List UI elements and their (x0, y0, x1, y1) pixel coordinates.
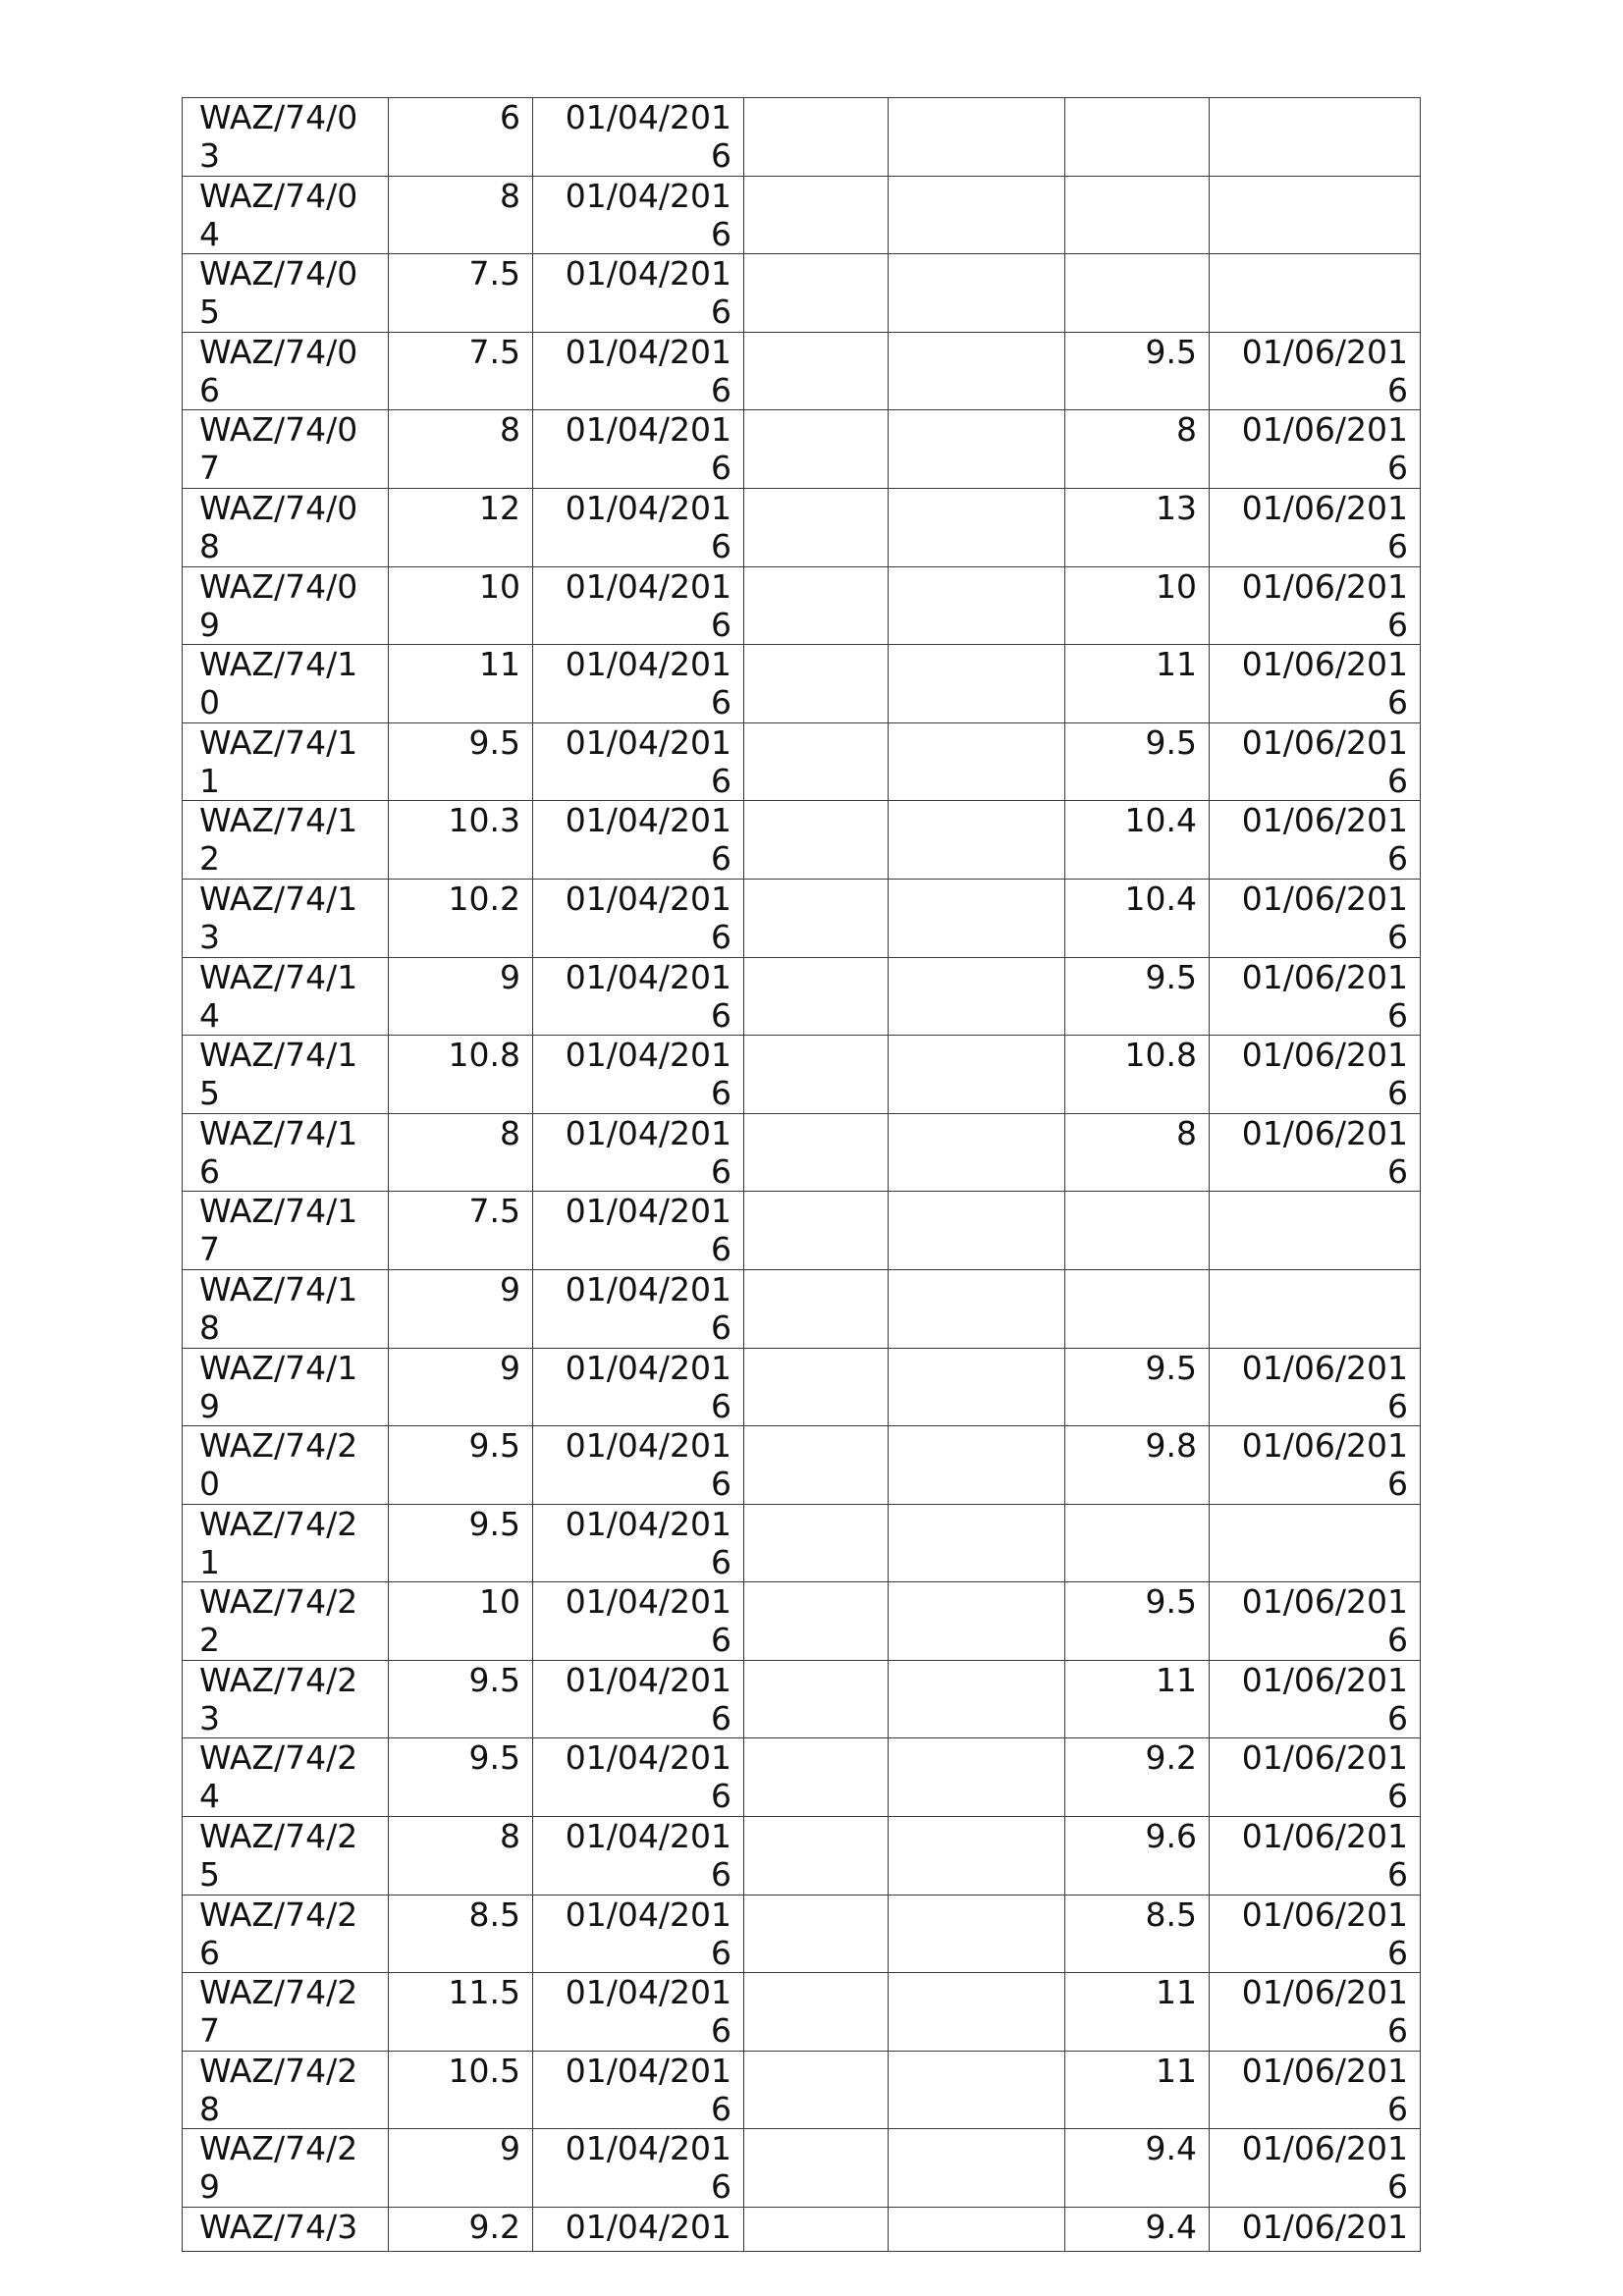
sample-id-cell: WAZ/74/08 (183, 488, 389, 566)
blank-cell-b (889, 332, 1065, 410)
table-row (183, 1269, 1421, 1348)
sample-id-cell: WAZ/74/07 (183, 410, 389, 489)
date-2-cell: 01/06/2016 (1210, 1582, 1421, 1661)
sample-id-cell: WAZ/74/11 (183, 722, 389, 801)
reading-2-cell (1065, 1269, 1210, 1348)
blank-cell-a (744, 2129, 889, 2208)
date-2-cell: 01/06/2016 (1210, 1426, 1421, 1505)
date-1-cell: 01/04/2016 (533, 2129, 744, 2208)
date-2-cell: 01/06/2016 (1210, 1348, 1421, 1426)
date-1-cell: 01/04/2016 (533, 1895, 744, 1973)
blank-cell-a (744, 1895, 889, 1973)
blank-cell-b (889, 1582, 1065, 1661)
date-2-cell: 01/06/2016 (1210, 332, 1421, 410)
table-row (183, 1738, 1421, 1817)
blank-cell-b (889, 1036, 1065, 1114)
date-2-cell (1210, 1192, 1421, 1270)
date-1-cell: 01/04/2016 (533, 1504, 744, 1582)
sample-id-cell: WAZ/74/22 (183, 1582, 389, 1661)
table-row (183, 1504, 1421, 1582)
date-2-cell: 01/06/2016 (1210, 1738, 1421, 1817)
blank-cell-b (889, 488, 1065, 566)
reading-1-cell: 9 (389, 1269, 533, 1348)
sample-id-cell: WAZ/74/28 (183, 2051, 389, 2129)
blank-cell-a (744, 957, 889, 1036)
reading-2-cell: 9.4 (1065, 2129, 1210, 2208)
date-1-cell: 01/04/2016 (533, 488, 744, 566)
blank-cell-a (744, 1426, 889, 1505)
blank-cell-a (744, 1269, 889, 1348)
reading-2-cell: 9.2 (1065, 1738, 1210, 1817)
reading-1-cell: 10.2 (389, 879, 533, 957)
blank-cell-a (744, 98, 889, 177)
blank-cell-a (744, 1113, 889, 1192)
reading-2-cell: 11 (1065, 645, 1210, 723)
date-2-cell: 01/06/201 (1210, 2208, 1421, 2252)
reading-2-cell: 11 (1065, 2051, 1210, 2129)
date-1-cell: 01/04/2016 (533, 98, 744, 177)
sample-id-cell: WAZ/74/29 (183, 2129, 389, 2208)
date-2-cell (1210, 1504, 1421, 1582)
reading-2-cell: 11 (1065, 1660, 1210, 1738)
date-2-cell: 01/06/2016 (1210, 2051, 1421, 2129)
sample-id-cell: WAZ/74/19 (183, 1348, 389, 1426)
date-1-cell: 01/04/2016 (533, 645, 744, 723)
sample-id-cell: WAZ/74/18 (183, 1269, 389, 1348)
blank-cell-a (744, 1192, 889, 1270)
blank-cell-a (744, 254, 889, 333)
table-row (183, 1582, 1421, 1661)
blank-cell-a (744, 1036, 889, 1114)
reading-1-cell: 9.2 (389, 2208, 533, 2252)
table-row (183, 566, 1421, 645)
reading-2-cell (1065, 1192, 1210, 1270)
blank-cell-a (744, 645, 889, 723)
table-row (183, 2129, 1421, 2208)
date-2-cell (1210, 1269, 1421, 1348)
blank-cell-a (744, 1582, 889, 1661)
blank-cell-b (889, 1973, 1065, 2052)
table-row (183, 1113, 1421, 1192)
reading-1-cell: 10 (389, 1582, 533, 1661)
sample-id-cell: WAZ/74/05 (183, 254, 389, 333)
blank-cell-a (744, 1738, 889, 1817)
reading-2-cell: 9.4 (1065, 2208, 1210, 2252)
sample-id-cell: WAZ/74/06 (183, 332, 389, 410)
blank-cell-a (744, 801, 889, 880)
table-row (183, 254, 1421, 333)
date-2-cell: 01/06/2016 (1210, 879, 1421, 957)
date-1-cell: 01/04/2016 (533, 410, 744, 489)
date-2-cell: 01/06/2016 (1210, 722, 1421, 801)
blank-cell-b (889, 254, 1065, 333)
blank-cell-a (744, 2208, 889, 2252)
blank-cell-b (889, 879, 1065, 957)
table-row (183, 1895, 1421, 1973)
reading-2-cell: 9.5 (1065, 957, 1210, 1036)
data-table (182, 97, 1421, 2252)
date-2-cell: 01/06/2016 (1210, 801, 1421, 880)
sample-id-cell: WAZ/74/26 (183, 1895, 389, 1973)
sample-id-cell: WAZ/74/12 (183, 801, 389, 880)
reading-1-cell: 9.5 (389, 1660, 533, 1738)
table-row (183, 645, 1421, 723)
reading-2-cell: 9.5 (1065, 332, 1210, 410)
blank-cell-a (744, 1660, 889, 1738)
blank-cell-b (889, 1192, 1065, 1270)
table-row (183, 1036, 1421, 1114)
date-1-cell: 01/04/2016 (533, 1192, 744, 1270)
date-1-cell: 01/04/2016 (533, 2051, 744, 2129)
date-1-cell: 01/04/2016 (533, 879, 744, 957)
date-1-cell: 01/04/2016 (533, 1973, 744, 2052)
sample-id-cell: WAZ/74/24 (183, 1738, 389, 1817)
sample-id-cell: WAZ/74/09 (183, 566, 389, 645)
blank-cell-b (889, 1817, 1065, 1896)
date-1-cell: 01/04/2016 (533, 1660, 744, 1738)
blank-cell-b (889, 1738, 1065, 1817)
reading-1-cell: 12 (389, 488, 533, 566)
table-row (183, 1817, 1421, 1896)
blank-cell-b (889, 1660, 1065, 1738)
table-row (183, 2051, 1421, 2129)
sample-id-cell: WAZ/74/04 (183, 176, 389, 254)
table-row (183, 1426, 1421, 1505)
reading-2-cell: 10.8 (1065, 1036, 1210, 1114)
table-row (183, 1192, 1421, 1270)
date-2-cell: 01/06/2016 (1210, 566, 1421, 645)
reading-2-cell: 10.4 (1065, 879, 1210, 957)
blank-cell-b (889, 1113, 1065, 1192)
blank-cell-b (889, 1504, 1065, 1582)
reading-2-cell (1065, 254, 1210, 333)
date-2-cell: 01/06/2016 (1210, 410, 1421, 489)
blank-cell-b (889, 722, 1065, 801)
date-1-cell: 01/04/201 (533, 2208, 744, 2252)
reading-1-cell: 8 (389, 1113, 533, 1192)
reading-1-cell: 7.5 (389, 332, 533, 410)
date-1-cell: 01/04/2016 (533, 1036, 744, 1114)
date-1-cell: 01/04/2016 (533, 1817, 744, 1896)
reading-1-cell: 8.5 (389, 1895, 533, 1973)
table-row (183, 332, 1421, 410)
reading-1-cell: 7.5 (389, 254, 533, 333)
sample-id-cell: WAZ/74/15 (183, 1036, 389, 1114)
blank-cell-b (889, 801, 1065, 880)
reading-2-cell: 8 (1065, 1113, 1210, 1192)
date-1-cell: 01/04/2016 (533, 176, 744, 254)
blank-cell-b (889, 1269, 1065, 1348)
reading-2-cell: 9.5 (1065, 1582, 1210, 1661)
data-table-body (183, 98, 1421, 2252)
sample-id-cell: WAZ/74/13 (183, 879, 389, 957)
blank-cell-a (744, 488, 889, 566)
sample-id-cell: WAZ/74/21 (183, 1504, 389, 1582)
sample-id-cell: WAZ/74/27 (183, 1973, 389, 2052)
reading-1-cell: 8 (389, 1817, 533, 1896)
blank-cell-b (889, 2051, 1065, 2129)
reading-2-cell: 11 (1065, 1973, 1210, 2052)
date-1-cell: 01/04/2016 (533, 1113, 744, 1192)
blank-cell-b (889, 1426, 1065, 1505)
reading-2-cell: 10 (1065, 566, 1210, 645)
date-1-cell: 01/04/2016 (533, 1348, 744, 1426)
blank-cell-b (889, 176, 1065, 254)
date-1-cell: 01/04/2016 (533, 1738, 744, 1817)
reading-1-cell: 10 (389, 566, 533, 645)
reading-1-cell: 6 (389, 98, 533, 177)
blank-cell-b (889, 98, 1065, 177)
reading-1-cell: 10.5 (389, 2051, 533, 2129)
date-1-cell: 01/04/2016 (533, 254, 744, 333)
table-row (183, 98, 1421, 177)
sample-id-cell: WAZ/74/17 (183, 1192, 389, 1270)
blank-cell-a (744, 722, 889, 801)
reading-2-cell: 8.5 (1065, 1895, 1210, 1973)
sample-id-cell: WAZ/74/03 (183, 98, 389, 177)
reading-1-cell: 9 (389, 1348, 533, 1426)
blank-cell-a (744, 1817, 889, 1896)
reading-1-cell: 8 (389, 410, 533, 489)
sample-id-cell: WAZ/74/20 (183, 1426, 389, 1505)
blank-cell-a (744, 2051, 889, 2129)
blank-cell-a (744, 1348, 889, 1426)
date-2-cell: 01/06/2016 (1210, 1036, 1421, 1114)
date-1-cell: 01/04/2016 (533, 801, 744, 880)
date-2-cell: 01/06/2016 (1210, 1660, 1421, 1738)
table-row (183, 1973, 1421, 2052)
reading-1-cell: 9.5 (389, 722, 533, 801)
sample-id-cell: WAZ/74/14 (183, 957, 389, 1036)
reading-1-cell: 8 (389, 176, 533, 254)
reading-2-cell (1065, 176, 1210, 254)
date-2-cell (1210, 254, 1421, 333)
date-1-cell: 01/04/2016 (533, 332, 744, 410)
date-2-cell (1210, 176, 1421, 254)
reading-2-cell (1065, 1504, 1210, 1582)
reading-2-cell: 13 (1065, 488, 1210, 566)
blank-cell-b (889, 2129, 1065, 2208)
blank-cell-a (744, 1973, 889, 2052)
sample-id-cell: WAZ/74/25 (183, 1817, 389, 1896)
date-1-cell: 01/04/2016 (533, 1582, 744, 1661)
reading-2-cell: 8 (1065, 410, 1210, 489)
reading-1-cell: 11.5 (389, 1973, 533, 2052)
reading-1-cell: 10.3 (389, 801, 533, 880)
reading-2-cell (1065, 98, 1210, 177)
reading-2-cell: 9.6 (1065, 1817, 1210, 1896)
sample-id-cell: WAZ/74/16 (183, 1113, 389, 1192)
reading-1-cell: 9.5 (389, 1738, 533, 1817)
reading-2-cell: 9.5 (1065, 722, 1210, 801)
date-2-cell: 01/06/2016 (1210, 1817, 1421, 1896)
blank-cell-a (744, 410, 889, 489)
date-2-cell: 01/06/2016 (1210, 1895, 1421, 1973)
table-row (183, 1348, 1421, 1426)
blank-cell-b (889, 410, 1065, 489)
blank-cell-b (889, 645, 1065, 723)
date-1-cell: 01/04/2016 (533, 566, 744, 645)
table-row (183, 176, 1421, 254)
reading-1-cell: 11 (389, 645, 533, 723)
date-1-cell: 01/04/2016 (533, 1426, 744, 1505)
date-2-cell (1210, 98, 1421, 177)
blank-cell-a (744, 1504, 889, 1582)
date-2-cell: 01/06/2016 (1210, 1973, 1421, 2052)
reading-1-cell: 9.5 (389, 1504, 533, 1582)
sample-id-cell: WAZ/74/23 (183, 1660, 389, 1738)
blank-cell-a (744, 176, 889, 254)
date-1-cell: 01/04/2016 (533, 1269, 744, 1348)
reading-2-cell: 10.4 (1065, 801, 1210, 880)
date-2-cell: 01/06/2016 (1210, 957, 1421, 1036)
blank-cell-b (889, 566, 1065, 645)
date-1-cell: 01/04/2016 (533, 722, 744, 801)
table-row (183, 801, 1421, 880)
table-row (183, 879, 1421, 957)
reading-1-cell: 9.5 (389, 1426, 533, 1505)
reading-2-cell: 9.8 (1065, 1426, 1210, 1505)
date-2-cell: 01/06/2016 (1210, 1113, 1421, 1192)
blank-cell-b (889, 1348, 1065, 1426)
reading-1-cell: 7.5 (389, 1192, 533, 1270)
blank-cell-a (744, 879, 889, 957)
date-1-cell: 01/04/2016 (533, 957, 744, 1036)
blank-cell-b (889, 2208, 1065, 2252)
date-2-cell: 01/06/2016 (1210, 488, 1421, 566)
table-row (183, 1660, 1421, 1738)
table-row (183, 957, 1421, 1036)
table-row (183, 410, 1421, 489)
table-row (183, 722, 1421, 801)
blank-cell-a (744, 332, 889, 410)
sample-id-cell: WAZ/74/3 (183, 2208, 389, 2252)
date-2-cell: 01/06/2016 (1210, 2129, 1421, 2208)
table-row (183, 488, 1421, 566)
reading-1-cell: 9 (389, 957, 533, 1036)
blank-cell-a (744, 566, 889, 645)
sample-id-cell: WAZ/74/10 (183, 645, 389, 723)
reading-1-cell: 10.8 (389, 1036, 533, 1114)
reading-1-cell: 9 (389, 2129, 533, 2208)
blank-cell-b (889, 957, 1065, 1036)
date-2-cell: 01/06/2016 (1210, 645, 1421, 723)
table-row (183, 2208, 1421, 2252)
blank-cell-b (889, 1895, 1065, 1973)
reading-2-cell: 9.5 (1065, 1348, 1210, 1426)
